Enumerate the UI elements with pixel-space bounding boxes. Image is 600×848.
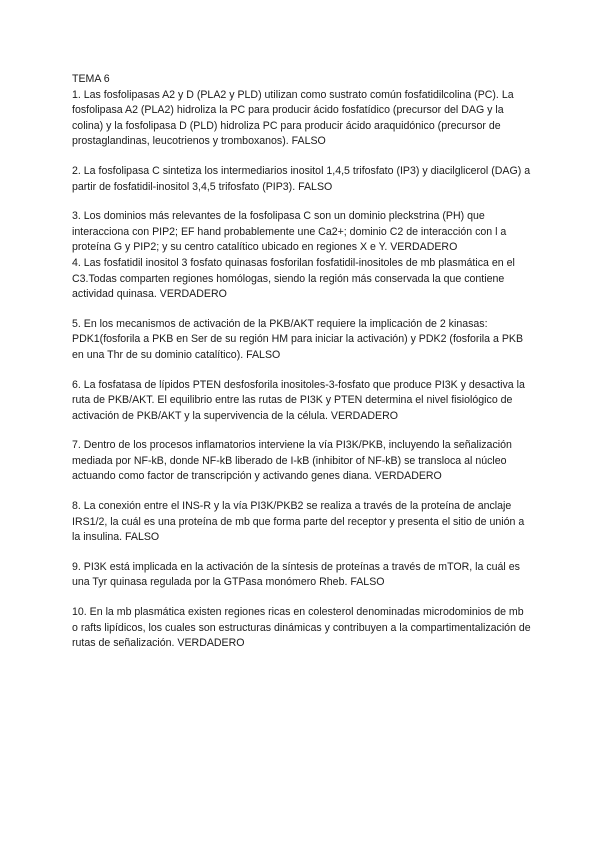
document-title: TEMA 6 [72,73,110,85]
statement-9: 9. PI3K está implicada en la activación de la síntesis de proteínas a través de mTOR, la cuál es una Tyr quinasa regulada por la GTPasa monómero Rheb. FALSO [72,560,520,589]
document-body [72,72,532,652]
statement-6: 6. La fosfatasa de lípidos PTEN desfosforila inositoles-3-fosfato que produce PI3K y desactiva la ruta de PKB/AKT. El equilibrio entre las rutas de PI3K y PTEN determina el nivel fisiológico de activación de PKB/AKT y la supervivencia de la célula. VERDADERO [72,378,525,422]
statement-10: 10. En la mb plasmática existen regiones ricas en colesterol denominadas microdominios de mb o rafts lipídicos, los cuales son estructuras dinámicas y contribuyen a la compartimentalización de rutas de señalización. VERDADERO [72,606,531,650]
statement-5: 5. En los mecanismos de activación de la PKB/AKT requiere la implicación de 2 kinasas: PDK1(fosforila a PKB en Ser de su región HM para iniciar la activación) y PDK2 (fosforila a PKB en una Thr de su dominio catalítico). FALSO [72,317,524,361]
statement-1: 1. Las fosfolipasas A2 y D (PLA2 y PLD) utilizan como sustrato común fosfatidilcolina (PC). La fosfolipasa A2 (PLA2) hidroliza la PC para producir ácido fosfatídico (precursor del DAG y la colina) y la fosfolipasa D (PLD) hidroliza PC para producir ácido araquidónico (precursor de prostaglandinas, leucotrienos y tromboxanos). FALSO [72,88,514,148]
statement-7: 7. Dentro de los procesos inflamatorios interviene la vía PI3K/PKB, incluyendo la señalización mediada por NF-kB, donde NF-kB liberado de I-kB (inhibitor of NF-kB) se transloca al núcleo actuando como factor de transcripción y activando genes diana. VERDADERO [72,439,512,483]
statement-2: 2. La fosfolipasa C sintetiza los intermediarios inositol 1,4,5 trifosfato (IP3) y diacilglicerol (DAG) a partir de fosfatidil-inositol 3,4,5 trifosfato (PIP3). FALSO [72,164,531,193]
statement-8: 8. La conexión entre el INS-R y la vía PI3K/PKB2 se realiza a través de la proteína de anclaje IRS1/2, la cuál es una proteína de mb que forma parte del receptor y presenta el sitio de unión a la insulina. FALSO [72,500,525,544]
statement-4: 4. Las fosfatidil inositol 3 fosfato quinasas fosforilan fosfatidil-inositoles de mb plasmática en el C3.Todas comparten regiones homólogas, siendo la región más conservada la que contiene actividad quinasa. VERDADERO [72,256,515,301]
statement-3: 3. Los dominios más relevantes de la fosfolipasa C son un dominio pleckstrina (PH) que interacciona con PIP2; EF hand probablemente une Ca2+; dominio C2 de interacción con l a proteína G y PIP2; y su centro catalítico ubicado en regiones X e Y. VERDADERO [72,210,507,254]
